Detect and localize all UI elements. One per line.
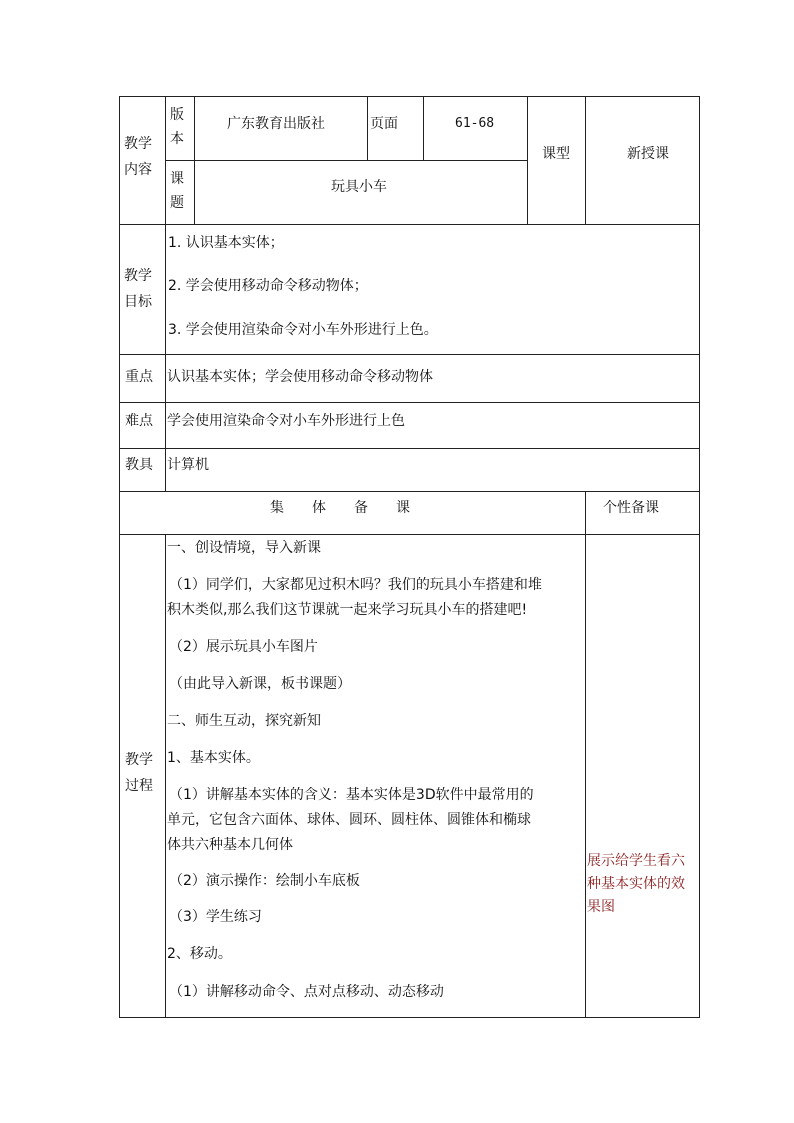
goals-label-cell xyxy=(119,224,165,354)
section-2-para-1-line-3: 体共六种基本几何体 xyxy=(167,837,293,853)
edition-label: 版本 xyxy=(170,107,184,147)
section-2-para-2: （2）演示操作：绘制小车底板 xyxy=(169,873,360,889)
note-line-3: 果图 xyxy=(587,899,615,915)
difficulty-text: 学会使用渲染命令对小车外形进行上色 xyxy=(167,413,405,429)
section-1-para-1-line-2: 积木类似,那么我们这节课就一起来学习玩具小车的搭建吧! xyxy=(167,602,528,618)
individual-prep-header-cell xyxy=(585,491,700,534)
collective-prep-header-cell xyxy=(119,491,585,534)
goal-item-3: 3. 学会使用渲染命令对小车外形进行上色。 xyxy=(168,322,438,338)
subsection-move: 2、移动。 xyxy=(167,946,232,962)
topic-cell xyxy=(194,160,527,224)
tools-label-cell xyxy=(119,448,165,491)
key-point-text: 认识基本实体；学会使用移动命令移动物体 xyxy=(167,369,433,385)
section-2-para-1-line-1: （1）讲解基本实体的含义：基本实体是3D软件中最常用的 xyxy=(169,787,534,803)
key-point-label: 重点 xyxy=(125,369,153,385)
subsection-basic-solids: 1、基本实体。 xyxy=(167,750,260,766)
section-1-para-1-line-1: （1）同学们，大家都见过积木吗？我们的玩具小车搭建和堆 xyxy=(169,577,542,593)
key-point-cell xyxy=(165,354,700,402)
process-label: 教学过程 xyxy=(125,752,153,794)
section-1-para-2: （2）展示玩具小车图片 xyxy=(169,639,318,655)
process-label-cell xyxy=(119,534,165,1018)
process-content-cell xyxy=(165,534,585,1018)
page-range-cell xyxy=(423,96,527,160)
tools-text: 计算机 xyxy=(167,457,209,473)
difficulty-cell xyxy=(165,402,700,448)
lesson-type-cell xyxy=(585,96,700,224)
topic-label: 课题 xyxy=(170,171,184,211)
difficulty-label: 难点 xyxy=(125,413,153,429)
topic: 玩具小车 xyxy=(331,179,387,195)
lesson-type-label: 课型 xyxy=(542,146,570,162)
section-2-para-4: （1）讲解移动命令、点对点移动、动态移动 xyxy=(169,984,444,1000)
section-2-para-3: （3）学生练习 xyxy=(169,909,262,925)
difficulty-label-cell xyxy=(119,402,165,448)
section-2-title: 二、师生互动，探究新知 xyxy=(167,713,321,729)
publisher: 广东教育出版社 xyxy=(227,116,325,132)
key-point-label-cell xyxy=(119,354,165,402)
tools-label: 教具 xyxy=(125,457,153,473)
section-2-para-1-line-2: 单元，它包含六面体、球体、圆环、圆柱体、圆锥体和椭球 xyxy=(167,812,531,828)
section-1-title: 一、创设情境，导入新课 xyxy=(167,540,321,556)
individual-notes-cell xyxy=(585,534,700,1018)
page-range: 61-68 xyxy=(455,116,495,131)
individual-prep-header: 个性备课 xyxy=(603,500,659,516)
tools-cell xyxy=(165,448,700,491)
section-1-para-3: （由此导入新课，板书课题） xyxy=(169,676,351,692)
lesson-type-label-cell xyxy=(527,96,585,224)
goal-item-1: 1. 认识基本实体； xyxy=(168,235,284,251)
page-label-cell xyxy=(367,96,423,160)
publisher-cell xyxy=(194,96,367,160)
content-label: 教学内容 xyxy=(124,136,152,178)
content-label-cell xyxy=(119,96,165,224)
topic-label-cell xyxy=(165,160,194,224)
goals-cell xyxy=(165,224,700,354)
goal-item-2: 2. 学会使用移动命令移动物体； xyxy=(168,278,368,294)
page-label: 页面 xyxy=(370,116,398,132)
collective-prep-header: 集 体 备 课 xyxy=(270,500,410,516)
lesson-type: 新授课 xyxy=(627,146,669,162)
goals-label: 教学目标 xyxy=(124,268,152,310)
note-line-2: 种基本实体的效 xyxy=(587,876,685,892)
edition-label-cell xyxy=(165,96,194,160)
note-line-1: 展示给学生看六 xyxy=(587,853,685,869)
